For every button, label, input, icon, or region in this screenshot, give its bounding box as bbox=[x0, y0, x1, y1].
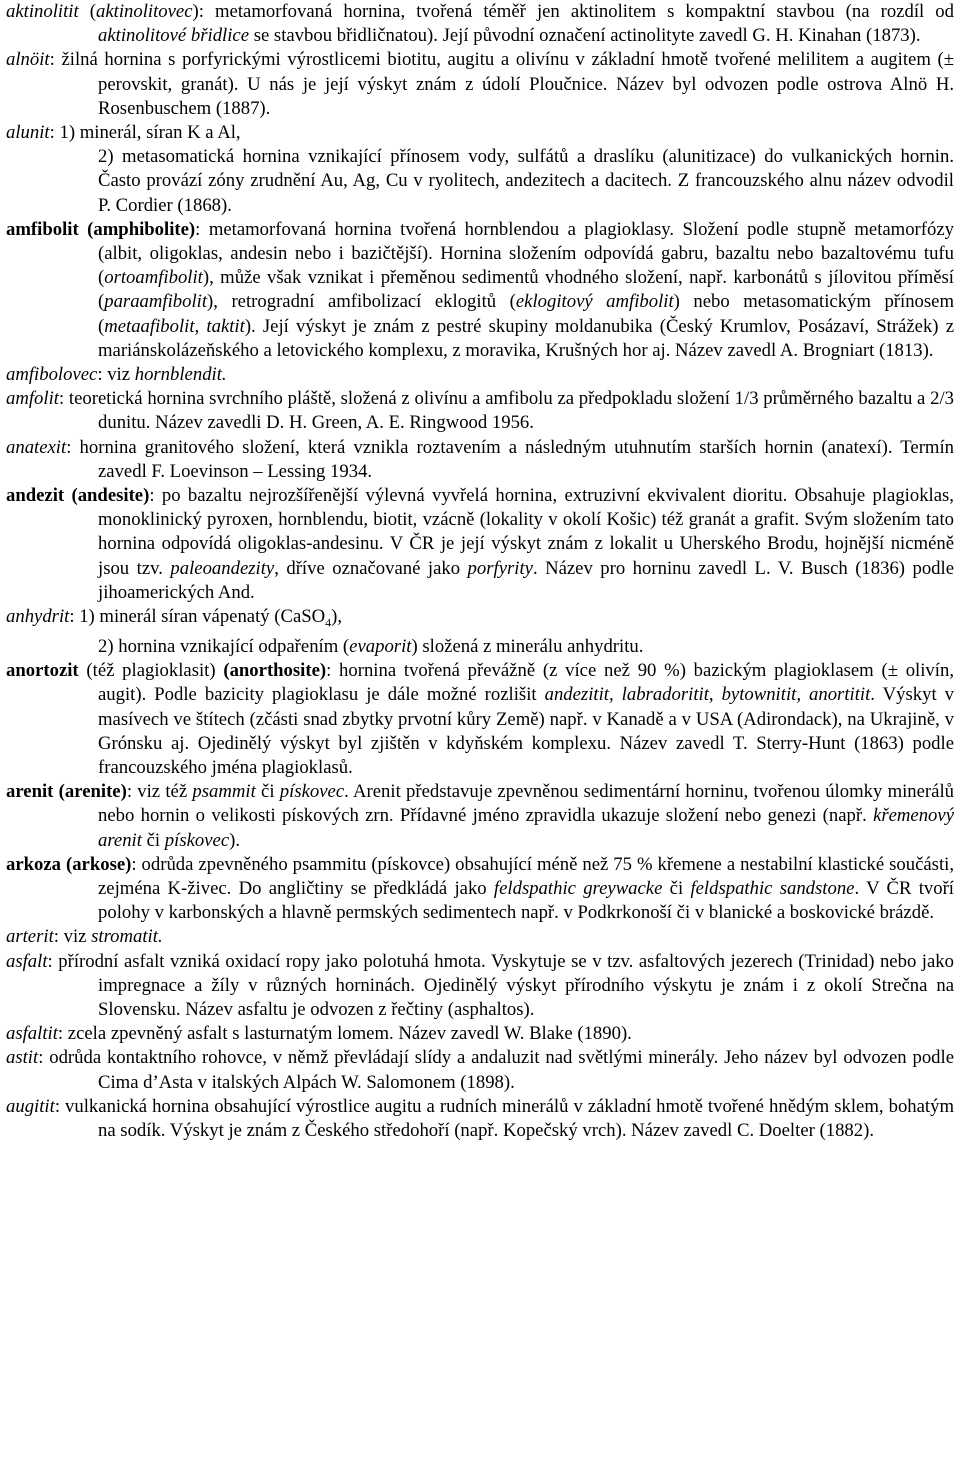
entry-text: ), může však vznikat i přeměnou sedimentů vhodného složení, např. karbonátů s jílovitou příměsí ( bbox=[98, 267, 954, 313]
entry-text: : viz též bbox=[126, 781, 193, 803]
term: alunit bbox=[6, 122, 50, 144]
entry-text: či bbox=[662, 878, 691, 900]
term: anortozit bbox=[6, 660, 79, 682]
entry-text: či bbox=[255, 781, 280, 803]
entry-text: ). bbox=[229, 829, 241, 851]
entry-text: ), retrogradní amfibolizací eklogitů ( bbox=[207, 291, 516, 313]
entry-arterit bbox=[6, 925, 954, 949]
entry-amfibolit bbox=[6, 218, 954, 363]
entry-text: ): bbox=[192, 1, 204, 22]
term: augitit bbox=[6, 1095, 55, 1117]
entry-text: . Název pro horninu zavedl L. V. Busch (1836) podle jihoamerických And. bbox=[98, 557, 955, 603]
entry-text: : teoretická hornina svrchního pláště, složená z olivínu a amfibolu za předpokladu složení 1/3 průměrného bazaltu a 2/3 dunitu. Název zavedli D. H. Green, A. E. Ringwood 1956. bbox=[58, 388, 954, 434]
entry-text: : viz bbox=[53, 926, 92, 948]
italic-term: paleoandezity bbox=[170, 557, 275, 579]
term: arenit (arenite) bbox=[6, 781, 127, 803]
entry-text: (též plagioklasit) bbox=[78, 660, 224, 682]
entry-text: : vulkanická hornina obsahující výrostlice augitu a rudních minerálů v základní hmotě tvořené hnědým sklem, bohatým na sodík. Výskyt je znám z Českého středohoří (např. Kopečský vrch). Název zavedl C. Doelter (1882). bbox=[54, 1095, 954, 1142]
entry-asfaltit bbox=[6, 1022, 954, 1046]
entry-text: : metamorfovaná hornina tvořená hornblendou a plagioklasy. Složení podle stupně metamorfózy (albit, oligoklas, andesin nebo i bazičtější). Hornina složením odpovídá gabru, bazaltu nebo bazaltovému tufu ( bbox=[98, 218, 954, 289]
term: anatexit bbox=[6, 436, 67, 458]
entry-text: : 1) minerál, síran K a Al, bbox=[49, 122, 241, 144]
term: andezit (andesite) bbox=[6, 485, 150, 507]
entry-alunit bbox=[6, 121, 954, 145]
entry-text: : zcela zpevněný asfalt s lasturnatým lomem. Název zavedl W. Blake (1890). bbox=[57, 1023, 632, 1045]
entry-text: : odrůda kontaktního rohovce, v němž převládají slídy a andaluzit nad světlými minerály. Jeho název byl odvozen podle Cima d’Asta v italských Alpách W. Salomonem (1898). bbox=[38, 1047, 954, 1093]
entry-anortozit bbox=[6, 659, 954, 780]
entry-anhydrit bbox=[6, 605, 954, 635]
term: alnöit bbox=[6, 49, 50, 71]
entry-asfalt bbox=[6, 950, 954, 1023]
entry-text: . Výskyt v masívech ve štítech (zčásti snad zbytky prvotní kůry Země) např. v Kanadě a v USA (Adirondack), na Ukrajině, v Grónsku aj. Ojedinělý výskyt byl zjištěn v kdyňském komplexu. Název zavedl T. Sterry-Hunt (1863) podle francouzského jména plagioklasů. bbox=[98, 684, 955, 779]
entry-amfolit bbox=[6, 387, 954, 435]
subscript: 4 bbox=[325, 615, 332, 630]
entry-text: ) nebo metasomatickým přínosem ( bbox=[98, 291, 954, 337]
entry-alnoit bbox=[6, 48, 954, 121]
entry-text: či bbox=[141, 829, 165, 851]
entry-text: : 1) minerál síran vápenatý (CaSO bbox=[69, 606, 326, 628]
entry-anhydrit-sub bbox=[6, 635, 954, 659]
italic-term: ortoamfibolit bbox=[104, 267, 203, 289]
italic-term: metaafibolit, taktit bbox=[104, 315, 245, 337]
term: asfaltit bbox=[6, 1023, 58, 1045]
italic-term: pískovec bbox=[164, 829, 230, 851]
entry-text: 2) hornina vznikající odpařením ( bbox=[98, 636, 350, 658]
entry-text: 2) metasomatická hornina vznikající přínosem vody, sulfátů a draslíku (alunitizace) do vulkanických hornin. Často provází zóny zrudnění Au, Ag, Cu v ryolitech, andezitech a dacitech. Z francouzského alnu název odvodil P. Cordier (1868). bbox=[98, 146, 954, 216]
italic-term: eklogitový amfibolit bbox=[515, 291, 674, 313]
italic-term: feldspathic sandstone bbox=[690, 878, 855, 900]
term: arkoza (arkose) bbox=[6, 853, 132, 875]
entry-alunit-sub bbox=[6, 145, 954, 218]
entry-text: : odrůda zpevněného psammitu (pískovce) obsahující méně než 75 % křemene a nestabilní klastické součásti, zejména K-živec. Do angličtiny se předkládá jako bbox=[98, 853, 954, 900]
alt-term: (anorthosite) bbox=[223, 660, 327, 682]
italic-term: porfyrity bbox=[467, 557, 533, 579]
term: arterit bbox=[6, 926, 54, 948]
entry-anatexit bbox=[6, 436, 954, 484]
entry-text: . V ČR tvoří polohy v karbonských a hlavně permských sedimentech např. v Podkrkonoší či v blanické a boskovické brázdě. bbox=[98, 878, 954, 924]
italic-term: psammit bbox=[192, 781, 256, 803]
italic-term: stromatit. bbox=[91, 926, 163, 948]
entry-text: : žilná hornina s porfyrickými výrostlicemi biotitu, augitu a olivínu v základní hmotě tvořené melilitem a augitem (± perovskit, granát). U nás je její výskyt znám z údolí Ploučnice. Název byl odvozen podle ostrova Alnö H. Rosenbuschem (1887). bbox=[49, 49, 954, 119]
entry-amfibolovec bbox=[6, 363, 954, 387]
italic-term: evaporit bbox=[349, 636, 412, 658]
entry-text: ) složená z minerálu anhydritu. bbox=[411, 636, 644, 658]
term: asfalt bbox=[6, 950, 48, 972]
italic-term: aktinolitové břidlice bbox=[98, 25, 250, 47]
entry-astit bbox=[6, 1046, 954, 1094]
entry-text: : hornina granitového složení, která vznikla roztavením a následným utuhnutím starších hornin (anatexí). Termín zavedl F. Loevinson – Lessing 1934. bbox=[66, 436, 954, 482]
entry-text: ), bbox=[331, 606, 343, 628]
italic-term: andezitit, labradoritit, bytownitit, anortitit bbox=[544, 684, 871, 706]
italic-term: pískovec bbox=[279, 781, 345, 803]
entry-text: : po bazaltu nejrozšířenější výlevná vyvřelá hornina, extruzivní ekvivalent dioritu. Obsahuje plagioklas, monoklinický pyroxen, hornblendu, biotit, vzácně (lokality v okolí Košic) též granát a grafit. Svým složením tato hornina odpovídá oligoklas-andesinu. V ČR je její výskyt znám z lokalit u Uherského Brodu, hojnější nicméně jsou tzv. bbox=[98, 485, 954, 579]
italic-term: hornblendit. bbox=[134, 364, 227, 386]
term: aktinolitit bbox=[6, 1, 79, 22]
alt-term: aktinolitovec bbox=[95, 1, 193, 22]
entry-aktinolitit bbox=[6, 0, 954, 48]
entry-text: se stavbou břidličnatou). Její původní označení actinolityte zavedl G. H. Kinahan (1873). bbox=[249, 25, 921, 47]
entry-text: metamorfovaná hornina, tvořená téměř jen aktinolitem s kompaktní stavbou (na rozdíl od bbox=[203, 1, 954, 22]
term: amfibolit (amphibolite) bbox=[6, 218, 196, 240]
term: anhydrit bbox=[6, 606, 70, 628]
italic-term: paraamfibolit bbox=[104, 291, 208, 313]
entry-text: ). Její výskyt je znám z pestré skupiny moldanubika (Český Krumlov, Posázaví, Strážek) z mariánskolázeňského a letovického komplexu, z moravika, Krušných hor aj. Název zavedl A. Brogniart (1813). bbox=[98, 315, 954, 361]
entry-text: , dříve označované jako bbox=[274, 557, 468, 579]
entry-text: : hornina tvořená převážně (z více než 90 %) bazickým plagioklasem (± olivín, augit). Podle bazicity plagioklasu je dále možné rozlišit bbox=[98, 660, 954, 706]
entry-arkoza bbox=[6, 853, 954, 926]
entry-text: : viz bbox=[97, 364, 135, 386]
entry-augitit bbox=[6, 1095, 954, 1143]
entry-andezit bbox=[6, 484, 954, 605]
entry-text: : přírodní asfalt vzniká oxidací ropy jako polotuhá hmota. Vyskytuje se v tzv. asfaltových jezerech (Trinidad) nebo jako impregnace a žíly v různých horninách. Ojedinělý výskyt přírodního výskytu je znám i z okolí Strečna na Slovensku. Název asfaltu je odvozen z řečtiny (asphaltos). bbox=[47, 950, 954, 1021]
entry-text: ( bbox=[78, 1, 96, 22]
entry-arenit bbox=[6, 780, 954, 853]
entry-text: . Arenit představuje zpevněnou sedimentární horninu, tvořenou úlomky minerálů nebo hornin o velikosti pískových zrn. Přídavné jméno zpravidla ukazuje složení nebo genezi (např. bbox=[98, 781, 954, 827]
italic-term: feldspathic greywacke bbox=[493, 878, 663, 900]
term: astit bbox=[6, 1047, 39, 1069]
italic-term: křemenový arenit bbox=[98, 805, 954, 851]
term: amfibolovec bbox=[6, 364, 98, 386]
term: amfolit bbox=[6, 388, 59, 410]
